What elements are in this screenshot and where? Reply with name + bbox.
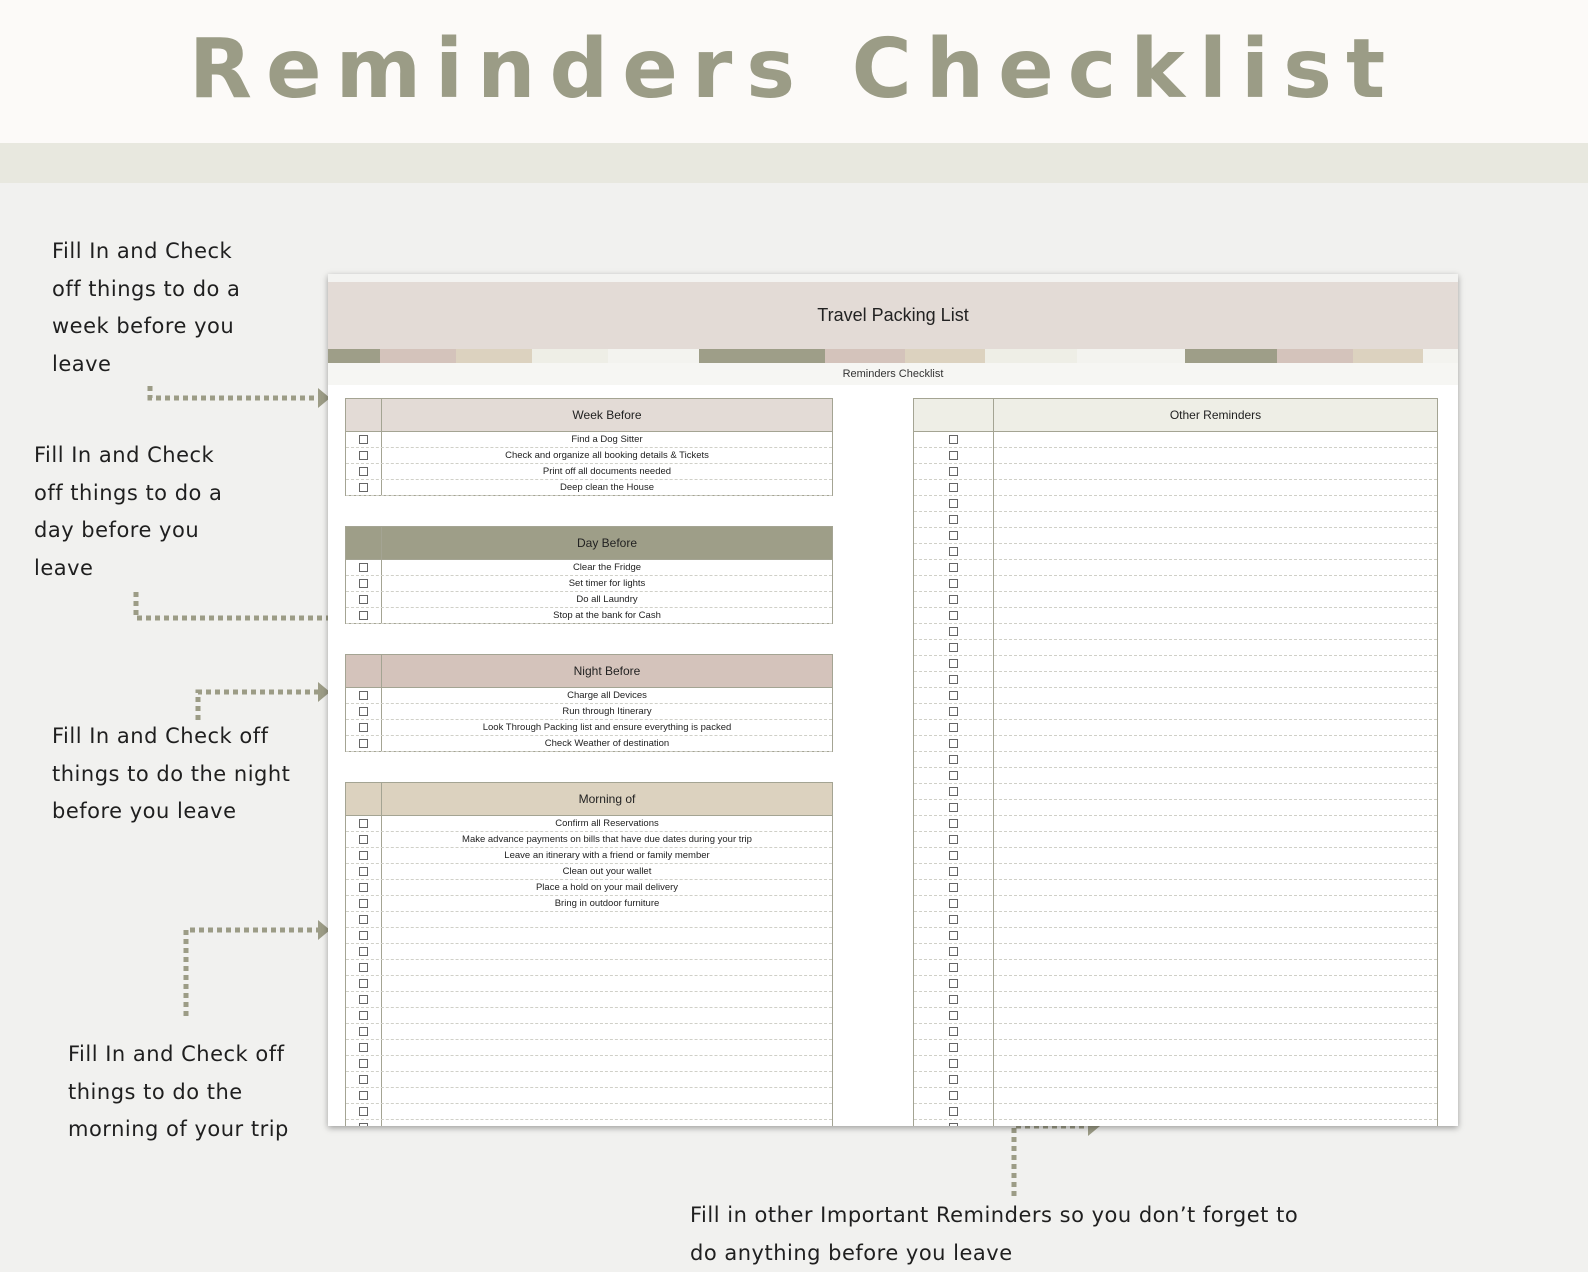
checkbox[interactable] <box>949 995 958 1004</box>
table-rows <box>914 432 1437 1126</box>
night-before-table <box>345 654 833 752</box>
checkbox[interactable] <box>949 867 958 876</box>
section-label: Day Before <box>382 527 832 559</box>
table-row <box>914 768 1437 784</box>
note-line: day before you <box>34 512 222 550</box>
table-row <box>346 880 832 896</box>
table-row <box>346 1040 832 1056</box>
task-text[interactable]: Find a Dog Sitter <box>382 432 832 447</box>
note-other-reminders <box>690 1197 1298 1272</box>
table-row <box>346 704 832 720</box>
note-line: do anything before you leave <box>690 1235 1298 1272</box>
table-row <box>914 992 1437 1008</box>
table-row <box>914 704 1437 720</box>
checkbox[interactable] <box>949 755 958 764</box>
checkbox[interactable] <box>949 979 958 988</box>
arrow-other <box>1014 1126 1088 1196</box>
checkbox[interactable] <box>949 1123 958 1126</box>
table-row <box>914 1056 1437 1072</box>
section-label: Other Reminders <box>994 399 1437 431</box>
checkbox[interactable] <box>949 915 958 924</box>
checkbox[interactable] <box>359 819 368 828</box>
table-row <box>914 960 1437 976</box>
checkbox[interactable] <box>359 579 368 588</box>
table-row <box>346 560 832 576</box>
table-header <box>346 399 832 432</box>
day-before-table <box>345 526 833 624</box>
table-row <box>914 672 1437 688</box>
color-swatch <box>532 349 608 363</box>
checkbox[interactable] <box>359 451 368 460</box>
table-row <box>914 1072 1437 1088</box>
table-row <box>914 1120 1437 1126</box>
task-text[interactable]: Confirm all Reservations <box>382 816 832 831</box>
table-row <box>914 512 1437 528</box>
table-rows <box>346 560 832 624</box>
table-row <box>346 976 832 992</box>
checkbox[interactable] <box>949 515 958 524</box>
note-line: things to do the <box>68 1074 289 1112</box>
checkbox[interactable] <box>949 771 958 780</box>
checkbox[interactable] <box>359 1091 368 1100</box>
checkbox[interactable] <box>949 739 958 748</box>
checkbox[interactable] <box>359 1075 368 1084</box>
color-swatch <box>699 349 825 363</box>
table-row <box>914 752 1437 768</box>
table-row <box>346 896 832 912</box>
table-row <box>346 1056 832 1072</box>
note-line: off things to do a <box>34 475 222 513</box>
table-row <box>914 688 1437 704</box>
table-row <box>914 1024 1437 1040</box>
table-row <box>914 736 1437 752</box>
table-row <box>914 912 1437 928</box>
checkbox[interactable] <box>949 835 958 844</box>
task-text[interactable]: Check Weather of destination <box>382 736 832 751</box>
table-row <box>346 608 832 624</box>
color-swatch <box>456 349 532 363</box>
checkbox[interactable] <box>359 611 368 620</box>
checkbox[interactable] <box>359 963 368 972</box>
table-row <box>914 592 1437 608</box>
morning-of-table <box>345 782 833 1126</box>
checkbox[interactable] <box>359 915 368 924</box>
color-swatch <box>1353 349 1423 363</box>
checkbox[interactable] <box>949 1027 958 1036</box>
checkbox-column-header <box>346 655 382 687</box>
table-row <box>914 880 1437 896</box>
checkbox[interactable] <box>949 1011 958 1020</box>
task-text[interactable]: Print off all documents needed <box>382 464 832 479</box>
checkbox-column-header <box>346 527 382 559</box>
checkbox[interactable] <box>949 675 958 684</box>
checkbox[interactable] <box>949 691 958 700</box>
checkbox[interactable] <box>359 691 368 700</box>
week-before-table <box>345 398 833 496</box>
color-swatch <box>1185 349 1277 363</box>
table-row <box>346 720 832 736</box>
checkbox[interactable] <box>949 547 958 556</box>
table-row <box>346 832 832 848</box>
table-row <box>914 432 1437 448</box>
note-line: Fill In and Check off <box>68 1036 289 1074</box>
note-line: before you leave <box>52 793 290 831</box>
table-row <box>914 800 1437 816</box>
section-label: Morning of <box>382 783 832 815</box>
table-row <box>914 864 1437 880</box>
checkbox[interactable] <box>949 483 958 492</box>
table-header <box>914 399 1437 432</box>
table-row <box>346 992 832 1008</box>
checkbox[interactable] <box>949 595 958 604</box>
note-line: off things to do a <box>52 271 240 309</box>
table-row <box>346 928 832 944</box>
table-row <box>346 1120 832 1126</box>
checkbox[interactable] <box>359 931 368 940</box>
section-label: Night Before <box>382 655 832 687</box>
table-row <box>914 976 1437 992</box>
table-row <box>346 1104 832 1120</box>
checkbox[interactable] <box>359 723 368 732</box>
checkbox[interactable] <box>949 819 958 828</box>
task-text[interactable]: Run through Itinerary <box>382 704 832 719</box>
checkbox[interactable] <box>949 851 958 860</box>
task-text[interactable]: Do all Laundry <box>382 592 832 607</box>
table-row <box>914 1104 1437 1120</box>
task-text[interactable]: Deep clean the House <box>382 480 832 495</box>
table-row <box>346 1088 832 1104</box>
table-row <box>914 832 1437 848</box>
table-row <box>914 816 1437 832</box>
task-text[interactable]: Check and organize all booking details & Tickets <box>382 448 832 463</box>
task-text[interactable]: Make advance payments on bills that have due dates during your trip <box>382 832 832 847</box>
checkbox[interactable] <box>949 563 958 572</box>
checkbox[interactable] <box>949 499 958 508</box>
color-swatch <box>825 349 905 363</box>
table-row <box>346 688 832 704</box>
note-night-before <box>52 718 290 831</box>
checkbox[interactable] <box>359 979 368 988</box>
checkbox[interactable] <box>949 803 958 812</box>
checkbox[interactable] <box>359 851 368 860</box>
arrow-week <box>150 386 318 398</box>
task-text[interactable]: Look Through Packing list and ensure everything is packed <box>382 720 832 735</box>
table-row <box>914 528 1437 544</box>
note-line: morning of your trip <box>68 1111 289 1149</box>
checkbox[interactable] <box>359 739 368 748</box>
note-line: things to do the night <box>52 756 290 794</box>
task-text[interactable]: Place a hold on your mail delivery <box>382 880 832 895</box>
table-header <box>346 655 832 688</box>
color-swatch <box>985 349 1077 363</box>
color-swatch <box>328 349 380 363</box>
checkbox[interactable] <box>359 1011 368 1020</box>
checkbox[interactable] <box>949 451 958 460</box>
checkbox[interactable] <box>949 1091 958 1100</box>
color-swatch <box>905 349 985 363</box>
checkbox-column-header <box>346 399 382 431</box>
table-row <box>346 816 832 832</box>
table-row <box>914 1040 1437 1056</box>
note-line: week before you <box>52 308 240 346</box>
table-row <box>914 896 1437 912</box>
page-header <box>0 0 1588 143</box>
task-text[interactable]: Clear the Fridge <box>382 560 832 575</box>
note-line: Fill In and Check <box>52 233 240 271</box>
header-band <box>0 143 1588 183</box>
checkbox[interactable] <box>359 899 368 908</box>
table-row <box>346 592 832 608</box>
checkbox-column-header <box>346 783 382 815</box>
checkbox[interactable] <box>949 643 958 652</box>
table-row <box>346 464 832 480</box>
table-rows <box>346 432 832 496</box>
table-row <box>914 448 1437 464</box>
checkbox[interactable] <box>359 563 368 572</box>
table-header <box>346 783 832 816</box>
table-row <box>914 1088 1437 1104</box>
table-row <box>914 624 1437 640</box>
arrow-night <box>198 692 318 720</box>
table-row <box>914 608 1437 624</box>
checkbox[interactable] <box>949 611 958 620</box>
checkbox[interactable] <box>949 579 958 588</box>
checkbox[interactable] <box>949 963 958 972</box>
checkbox[interactable] <box>949 1059 958 1068</box>
color-swatch <box>1277 349 1353 363</box>
table-row <box>914 560 1437 576</box>
checkbox[interactable] <box>949 1075 958 1084</box>
table-row <box>914 944 1437 960</box>
arrow-morning <box>186 930 318 1016</box>
task-text[interactable]: Charge all Devices <box>382 688 832 703</box>
table-row <box>346 1072 832 1088</box>
checkbox[interactable] <box>359 467 368 476</box>
task-text[interactable]: Bring in outdoor furniture <box>382 896 832 911</box>
note-line: Fill in other Important Reminders so you don’t forget to <box>690 1197 1298 1235</box>
table-row <box>914 928 1437 944</box>
note-line: leave <box>52 346 240 384</box>
checkbox[interactable] <box>949 947 958 956</box>
checkbox[interactable] <box>359 435 368 444</box>
checkbox[interactable] <box>359 595 368 604</box>
table-row <box>914 464 1437 480</box>
checkbox[interactable] <box>359 835 368 844</box>
table-row <box>914 576 1437 592</box>
page-title: Reminders Checklist <box>0 22 1588 117</box>
checkbox[interactable] <box>359 483 368 492</box>
checkbox[interactable] <box>359 995 368 1004</box>
table-row <box>346 1024 832 1040</box>
checkbox[interactable] <box>949 531 958 540</box>
checkbox[interactable] <box>949 931 958 940</box>
note-week-before <box>52 233 240 383</box>
checkbox[interactable] <box>359 1059 368 1068</box>
checkbox[interactable] <box>949 467 958 476</box>
table-row <box>914 544 1437 560</box>
table-row <box>346 448 832 464</box>
checkbox[interactable] <box>359 947 368 956</box>
table-rows <box>346 816 832 1126</box>
checkbox[interactable] <box>359 867 368 876</box>
checkbox[interactable] <box>949 435 958 444</box>
checkbox[interactable] <box>949 899 958 908</box>
task-text[interactable]: Stop at the bank for Cash <box>382 608 832 623</box>
table-row <box>914 480 1437 496</box>
table-row <box>914 656 1437 672</box>
table-row <box>914 496 1437 512</box>
table-row <box>346 848 832 864</box>
note-day-before <box>34 437 222 587</box>
note-line: Fill In and Check off <box>52 718 290 756</box>
table-rows <box>346 688 832 752</box>
color-swatch-row <box>328 349 1458 363</box>
note-line: leave <box>34 550 222 588</box>
checkbox[interactable] <box>359 883 368 892</box>
table-row <box>914 720 1437 736</box>
checkbox[interactable] <box>359 1043 368 1052</box>
table-row <box>346 912 832 928</box>
checkbox-column-header <box>914 399 994 431</box>
note-morning-of <box>68 1036 289 1149</box>
checkbox[interactable] <box>949 787 958 796</box>
checkbox[interactable] <box>359 1123 368 1126</box>
checkbox[interactable] <box>359 1027 368 1036</box>
checkbox[interactable] <box>949 1043 958 1052</box>
table-row <box>346 576 832 592</box>
checkbox[interactable] <box>949 723 958 732</box>
table-row <box>346 864 832 880</box>
table-row <box>346 432 832 448</box>
checkbox[interactable] <box>949 1107 958 1116</box>
sheet-subtitle: Reminders Checklist <box>328 363 1458 385</box>
checkbox[interactable] <box>949 627 958 636</box>
table-row <box>346 1008 832 1024</box>
task-text[interactable]: Set timer for lights <box>382 576 832 591</box>
table-row <box>914 784 1437 800</box>
checkbox[interactable] <box>359 1107 368 1116</box>
table-row <box>346 944 832 960</box>
table-row <box>346 960 832 976</box>
table-row <box>914 848 1437 864</box>
table-row <box>346 736 832 752</box>
checkbox[interactable] <box>949 707 958 716</box>
table-header <box>346 527 832 560</box>
note-line: Fill In and Check <box>34 437 222 475</box>
table-row <box>914 1008 1437 1024</box>
checkbox[interactable] <box>949 659 958 668</box>
spreadsheet-preview <box>328 274 1458 1126</box>
checkbox[interactable] <box>359 707 368 716</box>
task-text[interactable]: Clean out your wallet <box>382 864 832 879</box>
color-swatch <box>380 349 456 363</box>
checkbox[interactable] <box>949 883 958 892</box>
table-row <box>346 480 832 496</box>
sheet-title: Travel Packing List <box>328 282 1458 349</box>
section-label: Week Before <box>382 399 832 431</box>
task-text[interactable]: Leave an itinerary with a friend or family member <box>382 848 832 863</box>
table-row <box>914 640 1437 656</box>
other-reminders-table <box>913 398 1438 1126</box>
